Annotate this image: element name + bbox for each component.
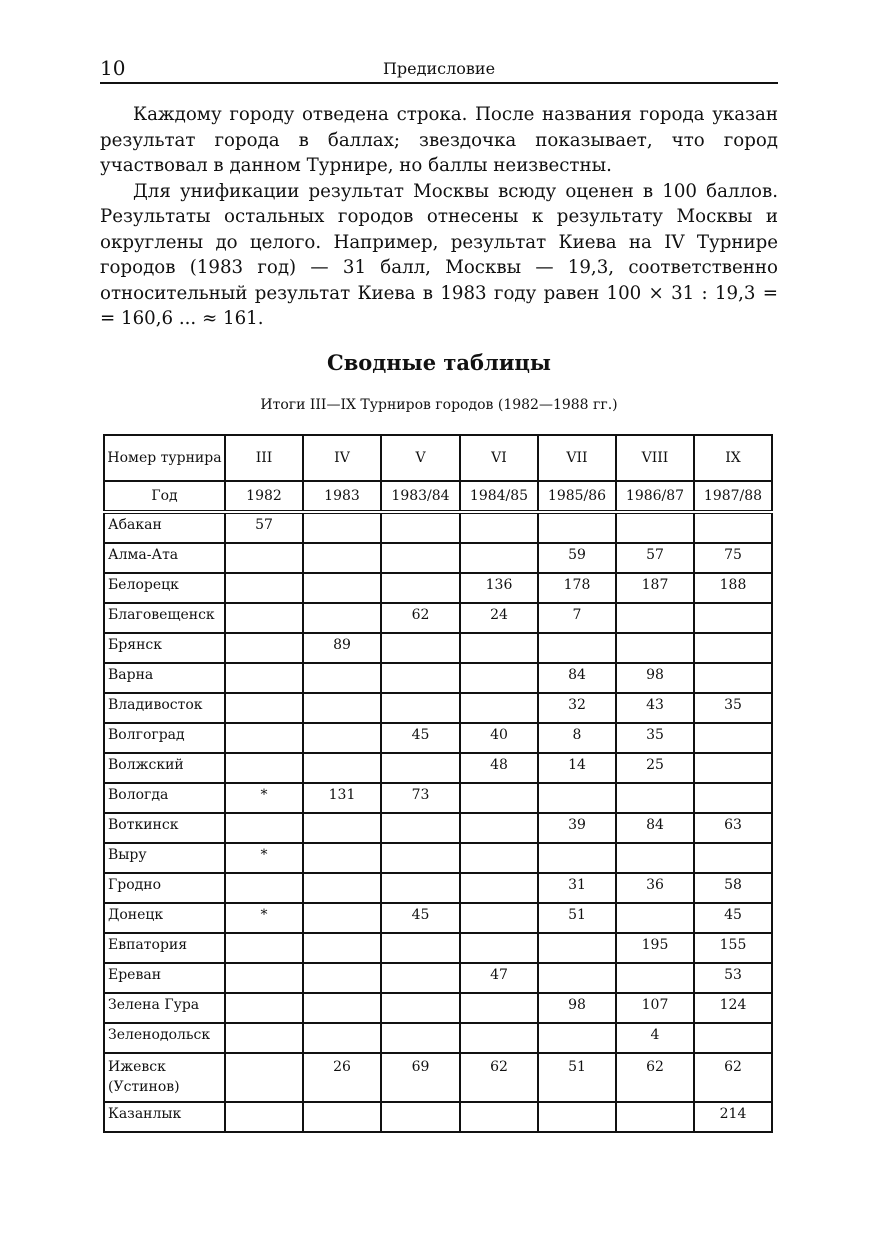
score-cell [381,873,460,903]
score-cell: 195 [616,933,694,963]
score-cell: 136 [460,573,538,603]
score-cell [538,783,616,813]
score-cell: 62 [694,1053,772,1102]
score-cell [460,993,538,1023]
table-row [104,1023,772,1053]
city-name: Вологда [104,783,225,813]
score-cell: 31 [538,873,616,903]
score-cell: 36 [616,873,694,903]
score-cell [538,963,616,993]
score-cell [225,933,303,963]
tournament-year: 1987/88 [694,481,772,512]
score-cell: 26 [303,1053,381,1102]
score-cell [538,1023,616,1053]
tournament-number: VI [460,435,538,481]
table-row [104,903,772,933]
score-cell: 63 [694,813,772,843]
score-cell: 124 [694,993,772,1023]
city-name: Евпатория [104,933,225,963]
score-cell: 62 [381,603,460,633]
score-cell [225,1053,303,1102]
header-label-tournament: Номер турнира [104,435,225,481]
city-name: Ижевск (Устинов) [104,1053,225,1102]
score-cell: 47 [460,963,538,993]
section-title: Сводные таблицы [327,350,551,375]
score-cell [616,783,694,813]
table-row [104,573,772,603]
table-row [104,723,772,753]
score-cell [460,933,538,963]
tournament-number: V [381,435,460,481]
city-name: Выру [104,843,225,873]
score-cell [381,1023,460,1053]
score-cell: 53 [694,963,772,993]
city-name: Абакан [104,512,225,543]
score-cell: 7 [538,603,616,633]
score-cell [381,693,460,723]
city-name: Зелена Гура [104,993,225,1023]
score-cell: 89 [303,633,381,663]
score-cell: 40 [460,723,538,753]
score-cell [381,813,460,843]
city-name: Благовещенск [104,603,225,633]
score-cell [694,753,772,783]
score-cell [225,663,303,693]
score-cell [694,723,772,753]
score-cell: * [225,783,303,813]
score-cell [303,993,381,1023]
results-table [103,434,773,1133]
score-cell [303,873,381,903]
score-cell [694,783,772,813]
score-cell [303,813,381,843]
score-cell: 45 [694,903,772,933]
score-cell [381,843,460,873]
score-cell: 14 [538,753,616,783]
score-cell [303,1023,381,1053]
table-row [104,843,772,873]
city-name: Зеленодольск [104,1023,225,1053]
score-cell [381,543,460,573]
score-cell: 84 [538,663,616,693]
score-cell [381,573,460,603]
score-cell: 188 [694,573,772,603]
score-cell [694,512,772,543]
city-name: Белорецк [104,573,225,603]
score-cell [538,633,616,663]
score-cell [694,843,772,873]
paragraph: Каждому городу отведена строка. После названия города указан результат города в баллах; звездочка показывает, что город участвовал в данном Турнире, но баллы неизвестны. [100,104,778,176]
score-cell: 57 [616,543,694,573]
tournament-number: VIII [616,435,694,481]
score-cell: * [225,843,303,873]
city-name: Варна [104,663,225,693]
table-row [104,603,772,633]
score-cell: 73 [381,783,460,813]
tournament-number: IX [694,435,772,481]
score-cell: 62 [460,1053,538,1102]
tournament-year: 1984/85 [460,481,538,512]
score-cell: 45 [381,723,460,753]
score-cell [303,512,381,543]
city-name: Волжский [104,753,225,783]
table-row [104,783,772,813]
score-cell: 51 [538,1053,616,1102]
score-cell [225,753,303,783]
score-cell: 51 [538,903,616,933]
score-cell [460,693,538,723]
table-row [104,1102,772,1132]
score-cell [460,873,538,903]
table-row [104,963,772,993]
score-cell [694,663,772,693]
score-cell [538,843,616,873]
city-name: Брянск [104,633,225,663]
score-cell [381,963,460,993]
score-cell [616,512,694,543]
score-cell [381,753,460,783]
score-cell [225,603,303,633]
score-cell [303,963,381,993]
table-row [104,933,772,963]
score-cell [460,633,538,663]
score-cell: 48 [460,753,538,783]
paragraph: Для унификации результат Москвы всюду оценен в 100 баллов. Результаты остальных городов отнесены к результату Москвы и округлены до целого. Например, результат Киева на IV Турнире городов (1983 год) — 31 балл, Москвы — 19,3, соответственно относительный результат Киева в 1983 году равен 100 × 31 : 19,3 = = 160,6 ... ≈ 161. [100,180,778,329]
score-cell [225,963,303,993]
score-cell [460,903,538,933]
score-cell [460,783,538,813]
tournament-year: 1983/84 [381,481,460,512]
score-cell [303,753,381,783]
score-cell: 62 [616,1053,694,1102]
score-cell [303,573,381,603]
table-row [104,873,772,903]
tournament-number: III [225,435,303,481]
score-cell [694,603,772,633]
score-cell [225,813,303,843]
score-cell: 35 [694,693,772,723]
score-cell: 35 [616,723,694,753]
score-cell [460,843,538,873]
tournament-number: VII [538,435,616,481]
page-number: 10 [100,56,126,80]
score-cell [225,873,303,903]
score-cell [460,663,538,693]
score-cell [303,543,381,573]
score-cell: 131 [303,783,381,813]
score-cell: 8 [538,723,616,753]
score-cell [303,693,381,723]
score-cell: 4 [616,1023,694,1053]
tournament-number: IV [303,435,381,481]
score-cell: 84 [616,813,694,843]
score-cell [538,933,616,963]
table-row [104,693,772,723]
body-text [100,102,778,332]
score-cell [460,1102,538,1132]
score-cell: 187 [616,573,694,603]
score-cell: 98 [538,993,616,1023]
table-row [104,543,772,573]
city-name: Владивосток [104,693,225,723]
score-cell: 214 [694,1102,772,1132]
score-cell: 25 [616,753,694,783]
tournament-year: 1982 [225,481,303,512]
score-cell [303,843,381,873]
score-cell [225,543,303,573]
score-cell [225,633,303,663]
tournament-header-row [104,435,772,481]
score-cell [225,723,303,753]
score-cell: 45 [381,903,460,933]
score-cell: 39 [538,813,616,843]
score-cell [303,903,381,933]
tournament-year: 1983 [303,481,381,512]
tournament-year: 1985/86 [538,481,616,512]
score-cell: 178 [538,573,616,603]
score-cell: 58 [694,873,772,903]
score-cell: * [225,903,303,933]
table-row [104,663,772,693]
score-cell: 98 [616,663,694,693]
city-name: Казанлык [104,1102,225,1132]
score-cell: 75 [694,543,772,573]
page-header [100,56,778,84]
score-cell [225,1102,303,1132]
score-cell: 107 [616,993,694,1023]
score-cell [616,963,694,993]
city-name: Донецк [104,903,225,933]
city-name: Гродно [104,873,225,903]
table-caption: Итоги III—IX Турниров городов (1982—1988 гг.) [260,397,618,413]
score-cell [616,603,694,633]
city-name: Ереван [104,963,225,993]
header-label-year: Год [104,481,225,512]
city-name: Алма-Ата [104,543,225,573]
score-cell [225,573,303,603]
score-cell [460,1023,538,1053]
score-cell: 32 [538,693,616,723]
score-cell [460,512,538,543]
score-cell: 57 [225,512,303,543]
score-cell [538,1102,616,1132]
score-cell [616,843,694,873]
score-cell: 69 [381,1053,460,1102]
score-cell [225,993,303,1023]
score-cell [616,903,694,933]
score-cell [381,633,460,663]
score-cell: 24 [460,603,538,633]
score-cell [381,933,460,963]
score-cell [538,512,616,543]
table-row [104,753,772,783]
score-cell [381,512,460,543]
score-cell: 155 [694,933,772,963]
table-body [104,512,772,1132]
score-cell [616,633,694,663]
score-cell [460,813,538,843]
score-cell [225,693,303,723]
score-cell [381,1102,460,1132]
table-row [104,813,772,843]
running-head: Предисловие [382,59,496,78]
city-name: Волгоград [104,723,225,753]
score-cell [303,603,381,633]
score-cell: 43 [616,693,694,723]
tournament-year: 1986/87 [616,481,694,512]
city-name: Воткинск [104,813,225,843]
score-cell [303,663,381,693]
score-cell [616,1102,694,1132]
score-cell [303,723,381,753]
score-cell [303,1102,381,1132]
score-cell [694,1023,772,1053]
score-cell [694,633,772,663]
score-cell [381,993,460,1023]
score-cell [381,663,460,693]
year-header-row [104,481,772,512]
table-row [104,512,772,543]
score-cell: 59 [538,543,616,573]
score-cell [460,543,538,573]
score-cell [303,933,381,963]
table-row [104,993,772,1023]
score-cell [225,1023,303,1053]
table-row [104,1053,772,1102]
table-row [104,633,772,663]
